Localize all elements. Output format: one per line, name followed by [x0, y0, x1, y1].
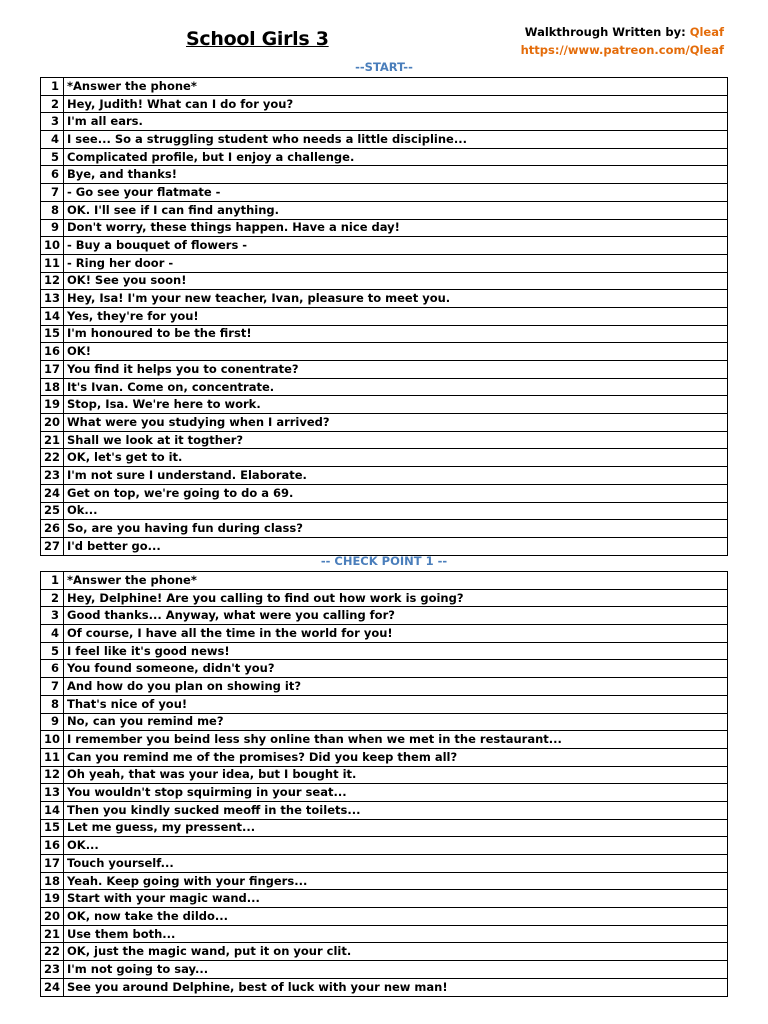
step-text: Use them both...: [64, 925, 728, 943]
step-number: 17: [41, 855, 64, 873]
table-row: [41, 272, 728, 290]
table-row: [41, 943, 728, 961]
step-number: 18: [41, 872, 64, 890]
step-text: OK. I'll see if I can find anything.: [64, 201, 728, 219]
table-row: [41, 731, 728, 749]
step-text: Let me guess, my pressent...: [64, 819, 728, 837]
step-number: 22: [41, 943, 64, 961]
section-heading-start: --START--: [355, 60, 413, 74]
section-heading-checkpoint-1: -- CHECK POINT 1 --: [320, 554, 448, 568]
step-number: 21: [41, 925, 64, 943]
step-number: 8: [41, 201, 64, 219]
step-text: I see... So a struggling student who needs a little discipline...: [64, 131, 728, 149]
step-text: Good thanks... Anyway, what were you calling for?: [64, 607, 728, 625]
table-row: [41, 801, 728, 819]
step-number: 8: [41, 695, 64, 713]
step-number: 1: [41, 572, 64, 590]
table-row: [41, 520, 728, 538]
step-number: 9: [41, 713, 64, 731]
table-row: [41, 378, 728, 396]
table-row: [41, 290, 728, 308]
step-text: It's Ivan. Come on, concentrate.: [64, 378, 728, 396]
table-row: [41, 219, 728, 237]
step-number: 5: [41, 642, 64, 660]
step-text: Of course, I have all the time in the world for you!: [64, 625, 728, 643]
step-number: 23: [41, 467, 64, 485]
step-number: 14: [41, 307, 64, 325]
step-text: OK! See you soon!: [64, 272, 728, 290]
step-text: Shall we look at it togther?: [64, 431, 728, 449]
step-text: Complicated profile, but I enjoy a challenge.: [64, 148, 728, 166]
step-text: *Answer the phone*: [64, 572, 728, 590]
walkthrough-table-start: [40, 77, 728, 556]
table-row: [41, 307, 728, 325]
step-text: Yes, they're for you!: [64, 307, 728, 325]
table-row: [41, 184, 728, 202]
table-row: [41, 713, 728, 731]
step-text: Don't worry, these things happen. Have a nice day!: [64, 219, 728, 237]
step-text: You find it helps you to conentrate?: [64, 361, 728, 379]
table-row: [41, 978, 728, 996]
table-row: [41, 414, 728, 432]
step-number: 18: [41, 378, 64, 396]
step-number: 26: [41, 520, 64, 538]
step-number: 11: [41, 748, 64, 766]
step-text: Hey, Judith! What can I do for you?: [64, 95, 728, 113]
step-text: Start with your magic wand...: [64, 890, 728, 908]
table-row: [41, 678, 728, 696]
step-text: Hey, Delphine! Are you calling to find out how work is going?: [64, 589, 728, 607]
step-number: 24: [41, 978, 64, 996]
step-text: So, are you having fun during class?: [64, 520, 728, 538]
step-number: 19: [41, 396, 64, 414]
step-text: Can you remind me of the promises? Did you keep them all?: [64, 748, 728, 766]
table-row: [41, 396, 728, 414]
step-number: 7: [41, 184, 64, 202]
walkthrough-credits: [521, 23, 724, 59]
step-text: - Buy a bouquet of flowers -: [64, 237, 728, 255]
table-row: [41, 131, 728, 149]
table-row: [41, 449, 728, 467]
table-row: [41, 855, 728, 873]
table-row: [41, 431, 728, 449]
step-text: Get on top, we're going to do a 69.: [64, 484, 728, 502]
step-number: 4: [41, 131, 64, 149]
table-row: [41, 325, 728, 343]
step-number: 22: [41, 449, 64, 467]
step-text: See you around Delphine, best of luck with your new man!: [64, 978, 728, 996]
step-text: Stop, Isa. We're here to work.: [64, 396, 728, 414]
table-row: [41, 78, 728, 96]
step-text: I remember you beind less shy online than when we met in the restaurant...: [64, 731, 728, 749]
step-text: What were you studying when I arrived?: [64, 414, 728, 432]
table-row: [41, 237, 728, 255]
step-number: 27: [41, 537, 64, 555]
step-text: I'm honoured to be the first!: [64, 325, 728, 343]
table-row: [41, 343, 728, 361]
step-number: 13: [41, 290, 64, 308]
step-text: You found someone, didn't you?: [64, 660, 728, 678]
step-number: 13: [41, 784, 64, 802]
step-text: Ok...: [64, 502, 728, 520]
step-number: 15: [41, 325, 64, 343]
table-row: [41, 925, 728, 943]
step-text: No, can you remind me?: [64, 713, 728, 731]
table-row: [41, 572, 728, 590]
table-row: [41, 837, 728, 855]
step-text: Oh yeah, that was your idea, but I bought it.: [64, 766, 728, 784]
credit-author: Qleaf: [689, 25, 724, 39]
step-number: 20: [41, 908, 64, 926]
table-row: [41, 908, 728, 926]
step-text: Then you kindly sucked meoff in the toilets...: [64, 801, 728, 819]
step-text: - Ring her door -: [64, 254, 728, 272]
step-number: 19: [41, 890, 64, 908]
step-number: 2: [41, 589, 64, 607]
step-text: I'm not going to say...: [64, 961, 728, 979]
step-text: Hey, Isa! I'm your new teacher, Ivan, pleasure to meet you.: [64, 290, 728, 308]
step-text: That's nice of you!: [64, 695, 728, 713]
step-number: 23: [41, 961, 64, 979]
table-row: [41, 166, 728, 184]
table-row: [41, 872, 728, 890]
step-number: 14: [41, 801, 64, 819]
step-text: OK, let's get to it.: [64, 449, 728, 467]
step-text: OK, just the magic wand, put it on your clit.: [64, 943, 728, 961]
table-row: [41, 467, 728, 485]
step-number: 16: [41, 837, 64, 855]
table-row: [41, 748, 728, 766]
table-row: [41, 890, 728, 908]
step-number: 12: [41, 272, 64, 290]
step-number: 3: [41, 607, 64, 625]
step-text: You wouldn't stop squirming in your seat...: [64, 784, 728, 802]
step-number: 21: [41, 431, 64, 449]
table-row: [41, 502, 728, 520]
step-text: OK...: [64, 837, 728, 855]
step-number: 17: [41, 361, 64, 379]
step-text: OK!: [64, 343, 728, 361]
step-number: 20: [41, 414, 64, 432]
table-row: [41, 589, 728, 607]
table-row: [41, 113, 728, 131]
step-number: 15: [41, 819, 64, 837]
step-text: Bye, and thanks!: [64, 166, 728, 184]
step-number: 16: [41, 343, 64, 361]
table-row: [41, 361, 728, 379]
table-row: [41, 766, 728, 784]
step-number: 12: [41, 766, 64, 784]
walkthrough-table-checkpoint-1: [40, 571, 728, 997]
step-text: OK, now take the dildo...: [64, 908, 728, 926]
step-number: 6: [41, 660, 64, 678]
table-row: [41, 784, 728, 802]
step-number: 7: [41, 678, 64, 696]
step-number: 1: [41, 78, 64, 96]
step-number: 2: [41, 95, 64, 113]
table-row: [41, 607, 728, 625]
step-number: 3: [41, 113, 64, 131]
table-row: [41, 642, 728, 660]
step-number: 10: [41, 731, 64, 749]
table-row: [41, 254, 728, 272]
step-number: 25: [41, 502, 64, 520]
step-text: Touch yourself...: [64, 855, 728, 873]
credit-line: [521, 23, 724, 41]
step-text: *Answer the phone*: [64, 78, 728, 96]
step-text: And how do you plan on showing it?: [64, 678, 728, 696]
document-title: School Girls 3: [186, 28, 329, 50]
table-row: [41, 660, 728, 678]
step-number: 5: [41, 148, 64, 166]
table-row: [41, 695, 728, 713]
step-text: I'm all ears.: [64, 113, 728, 131]
step-text: Yeah. Keep going with your fingers...: [64, 872, 728, 890]
table-row: [41, 95, 728, 113]
step-text: - Go see your flatmate -: [64, 184, 728, 202]
step-text: I feel like it's good news!: [64, 642, 728, 660]
step-text: I'm not sure I understand. Elaborate.: [64, 467, 728, 485]
table-row: [41, 625, 728, 643]
credit-label: Walkthrough Written by:: [524, 25, 686, 39]
step-number: 4: [41, 625, 64, 643]
step-text: I'd better go...: [64, 537, 728, 555]
step-number: 11: [41, 254, 64, 272]
table-row: [41, 484, 728, 502]
step-number: 6: [41, 166, 64, 184]
step-number: 24: [41, 484, 64, 502]
table-row: [41, 148, 728, 166]
table-row: [41, 819, 728, 837]
step-number: 9: [41, 219, 64, 237]
step-number: 10: [41, 237, 64, 255]
table-row: [41, 961, 728, 979]
credit-url-link[interactable]: https://www.patreon.com/Qleaf: [520, 43, 724, 57]
table-row: [41, 201, 728, 219]
